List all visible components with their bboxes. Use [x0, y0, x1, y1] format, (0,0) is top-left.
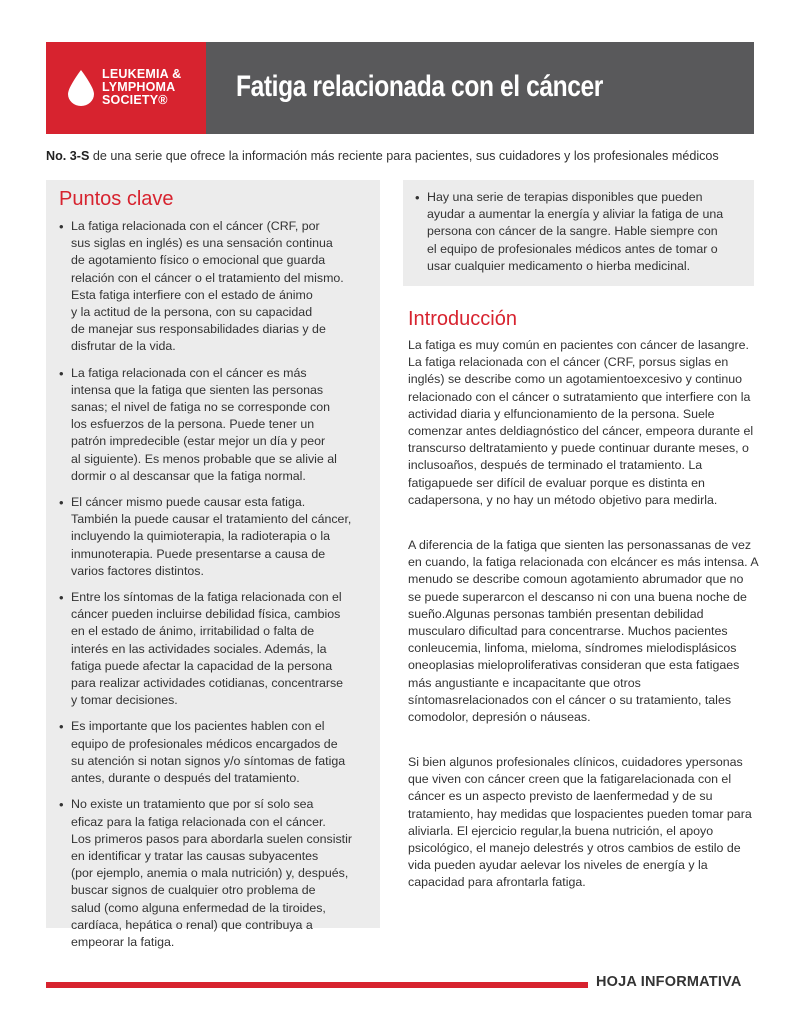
text-line: puede ser difícil de evaluar porque es distinta en cada: [408, 475, 705, 507]
text-line: elevar los niveles de energía y la capacidad para afrontar: [408, 858, 708, 890]
text-line: antes, durante o después del tratamiento.: [71, 771, 300, 786]
text-line: relacionados con el cáncer o su tratamiento, tales como: [408, 692, 732, 725]
text-line: Es importante que los pacientes hablen con el: [71, 719, 325, 734]
text-line: para realizar actividades cotidianas, concentrarse: [71, 676, 344, 691]
text-line: Algunas personas también presentan debilidad muscular: [408, 606, 704, 639]
title-bar: [206, 42, 754, 134]
list-item: [59, 718, 375, 787]
text-line: sus siglas en inglés) es una sensación continua: [71, 236, 333, 251]
text-line: Entre los síntomas de la fatiga relacionada con el: [71, 590, 342, 605]
text-line: Los primeros pasos para abordarla suelen consistir: [71, 831, 352, 846]
text-line: empeorar la fatiga.: [71, 934, 175, 949]
text-line: un agotamiento abrumador que no se puede superar: [408, 572, 744, 604]
text-line: sangre. La fatiga relacionada con el cáncer (CRF, por: [408, 338, 749, 370]
intro-paragraph-2: [408, 537, 758, 726]
text-line: el equipo de profesionales médicos antes de tomar o: [427, 241, 718, 256]
text-line: Esta fatiga interfiere con el estado de ánimo: [71, 287, 313, 302]
text-line: su atención si notan signos y/o síntomas de fatiga: [71, 753, 346, 768]
bullet-icon: •: [59, 365, 64, 381]
text-line: relación con el cáncer o el tratamiento del mismo.: [71, 270, 344, 285]
text-line: A diferencia de la fatiga que sienten las personas: [408, 538, 679, 552]
text-line: personas que viven con cáncer creen que la fatiga: [408, 755, 743, 787]
text-line: interés en las actividades sociales. Además, la: [71, 641, 327, 656]
series-text: de una serie que ofrece la información más reciente para pacientes, sus cuidadores y los profesionales médicos: [89, 149, 719, 163]
key-points-heading: Puntos clave: [59, 188, 174, 210]
list-item: [59, 796, 375, 951]
text-line: sus siglas en inglés) se describe como un agotamiento: [408, 355, 729, 387]
text-line: También la puede causar el tratamiento del cáncer,: [71, 512, 352, 527]
page-title: Fatiga relacionada con el cáncer: [236, 70, 603, 103]
text-line: persona con cáncer de la sangre. Hable siempre con: [427, 224, 718, 239]
text-line: persona, y no hay un método objetivo para medirla.: [434, 492, 718, 507]
text-line: (por ejemplo, anemia o mala nutrición) y, después,: [71, 866, 349, 881]
bullet-icon: •: [59, 719, 64, 735]
text-line: No existe un tratamiento que por sí solo sea: [71, 797, 314, 812]
text-line: de agotamiento físico o emocional que guarda: [71, 253, 326, 268]
text-line: disfrutar de la vida.: [71, 339, 176, 354]
text-line: años, después de terminado el tratamiento. La fatiga: [408, 458, 703, 490]
series-line: [46, 149, 766, 163]
text-line: relacionada con el cáncer es un aspecto previsto de la: [408, 772, 732, 804]
text-line: El cáncer mismo puede causar esta fatiga.: [71, 495, 306, 510]
logo-wordmark: LEUKEMIA & LYMPHOMA SOCIETY®: [102, 67, 182, 107]
text-line: o dificultad para concentrarse. Muchos pacientes con: [408, 624, 728, 656]
text-line: inmunoterapia. Puede presentarse a causa de: [71, 546, 326, 561]
text-line: la fatiga.: [538, 875, 586, 890]
text-line: incluyendo la quimioterapia, la radioterapia o la: [71, 529, 330, 544]
introduction-heading: Introducción: [408, 308, 517, 330]
text-line: y la actitud de la persona, con su capacidad: [71, 305, 313, 320]
text-line: estrés y otros cambios de estilo de vida pueden ayudar a: [408, 841, 741, 873]
text-line: sanas de vez en cuando, la fatiga relacionada con el: [408, 538, 752, 570]
bullet-icon: •: [415, 190, 420, 205]
text-line: diagnóstico del cáncer, empeora durante el transcurso del: [408, 424, 754, 456]
lls-logo: [46, 42, 206, 134]
text-line: Hay una serie de terapias disponibles que pueden: [427, 190, 703, 204]
text-line: y tomar decisiones.: [71, 693, 178, 708]
key-points-list: [59, 218, 375, 960]
list-item: [59, 589, 375, 709]
text-line: en el estado de ánimo, irritabilidad o falta de: [71, 624, 315, 639]
text-line: intensa que la fatiga que sienten las personas: [71, 382, 324, 397]
text-line: eficaz para la fatiga relacionada con el cáncer.: [71, 814, 326, 829]
key-points-box: [46, 180, 380, 949]
text-line: tratamiento y puede continuar durante meses, o incluso: [408, 441, 749, 473]
bullet-icon: •: [59, 219, 64, 234]
footer-label: HOJA INFORMATIVA: [596, 974, 742, 990]
list-item: [59, 365, 375, 485]
text-line: dormir o al descansar que la fatiga normal.: [71, 468, 306, 483]
text-line: excesivo y continuo relacionado con el cáncer o su: [408, 372, 743, 404]
list-item: [59, 218, 375, 356]
text-line: leucemia, linfoma, mieloma, síndromes mielodisplásicos o: [408, 641, 737, 673]
list-item: [415, 189, 747, 275]
text-line: buscar signos de cualquier otro problema de: [71, 883, 316, 898]
intro-paragraph-1: [408, 337, 758, 509]
text-line: funcionamiento de la persona. Suele comenzar antes del: [408, 406, 715, 439]
bullet-icon: •: [59, 797, 64, 813]
footer-rule: [46, 982, 588, 988]
text-line: la buena nutrición, el apoyo psicológico, el manejo del: [408, 823, 714, 856]
text-line: La fatiga relacionada con el cáncer es más: [71, 365, 307, 380]
text-line: los esfuerzos de la persona. Puede tener un: [71, 417, 315, 432]
text-line: patrón impredecible (estar mejor un día y peor: [71, 434, 326, 449]
text-line: con el descanso ni con una buena noche de sueño.: [408, 589, 747, 621]
text-line: enfermedad y de su tratamiento, hay medidas que los: [408, 789, 713, 821]
text-line: tratamiento que interfiere con la actividad diaria y el: [408, 389, 751, 421]
text-line: neoplasias mieloproliferativas consideran que esta fatiga: [414, 658, 727, 673]
text-line: en identificar y tratar las causas subyacentes: [71, 848, 319, 863]
bullet-icon: •: [59, 495, 64, 511]
text-line: cáncer pueden incluirse debilidad física, cambios: [71, 607, 341, 622]
text-line: usar cualquier medicamento o hierba medicinal.: [427, 258, 691, 273]
text-line: fatiga puede afectar la capacidad de la persona: [71, 658, 333, 673]
text-line: salud (como alguna enfermedad de la tiroides,: [71, 900, 326, 915]
intro-paragraph-3: [408, 754, 758, 892]
text-line: ayudar a aumentar la energía y aliviar la fatiga de una: [427, 207, 724, 222]
text-line: equipo de profesionales médicos encargados de: [71, 736, 338, 751]
text-line: pacientes pueden tomar para aliviarla. El ejercicio regular,: [408, 806, 752, 838]
key-points-continued-box: [403, 180, 754, 286]
list-item: [59, 494, 375, 580]
text-line: varios factores distintos.: [71, 563, 204, 578]
text-line: de manejar sus responsabilidades diarias y de: [71, 322, 326, 337]
text-line: La fatiga relacionada con el cáncer (CRF, por: [71, 219, 320, 233]
text-line: cardíaca, hepática o renal) que contribuya a: [71, 917, 313, 932]
blood-drop-icon: [68, 70, 94, 106]
series-number: No. 3-S: [46, 149, 90, 163]
text-line: La fatiga es muy común en pacientes con cáncer de la: [408, 338, 708, 352]
text-line: dolor, depresión o náuseas.: [438, 710, 591, 725]
text-line: es más angustiante e incapacitante que otros síntomas: [408, 658, 740, 707]
text-line: al siguiente). Es menos probable que se alivie al: [71, 451, 337, 466]
text-line: sanas; el nivel de fatiga no se corresponde con: [71, 400, 330, 415]
text-line: Si bien algunos profesionales clínicos, cuidadores y: [408, 755, 692, 769]
bullet-icon: •: [59, 590, 64, 606]
text-line: cáncer es más intensa. A menudo se describe como: [408, 555, 758, 587]
